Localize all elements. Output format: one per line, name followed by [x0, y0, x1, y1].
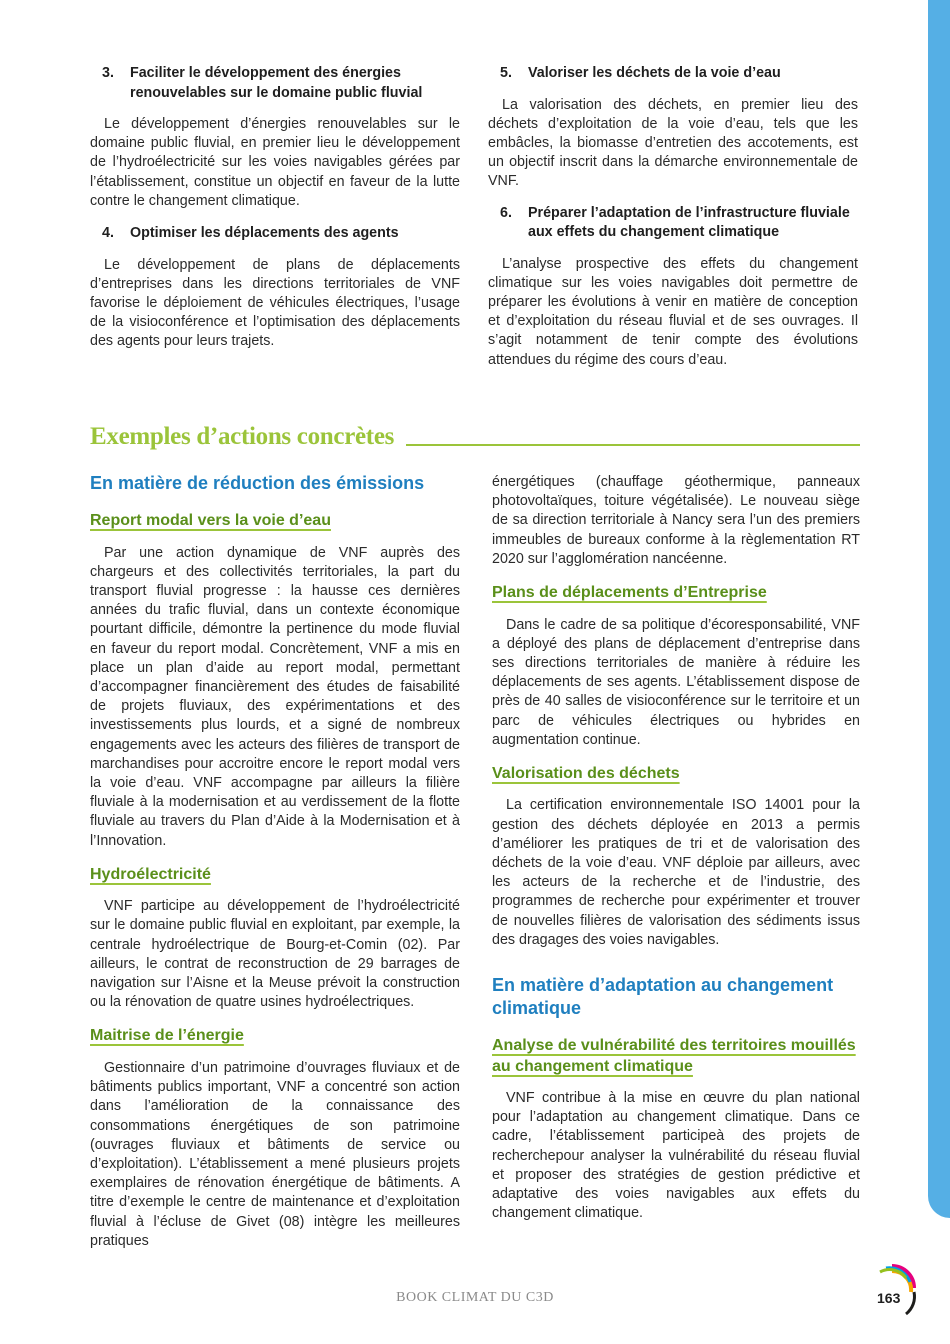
- footer-book-title: BOOK CLIMAT DU C3D: [396, 1290, 554, 1305]
- item-number: 3.: [102, 65, 114, 81]
- bottom-left-column: [90, 472, 460, 1251]
- emissions-heading: En matière de réduction des émissions: [90, 473, 425, 493]
- top-left-column: [90, 64, 460, 352]
- item-4-body: Le développement de plans de déplacements d’entreprises dans les directions territoriales de VNF favorise le déploiement de véhicules électriques, l’usage de la visioconférence et l’optimisation des déplacements des agents pour leurs trajets.: [90, 256, 460, 350]
- top-right-column: [488, 64, 858, 370]
- item-number: 4.: [102, 225, 114, 242]
- item-3-body: Le développement d’énergies renouvelables sur le domaine public fluvial, en premier lieu le développement de l’hydroélectricité sur les voies navigables gérées par l’établissement, constitue un objectif en faveur de la lutte contre le changement climatique.: [90, 116, 460, 209]
- energy-title: Maitrise de l’énergie: [90, 1027, 244, 1045]
- waste-body: La certification environnementale ISO 14001 pour la gestion des déchets déployée en 2013 a permis d’améliorer les pratiques de tri et de valorisation des déchets de la voie d’eau. VNF déploie par ailleurs, avec les acteurs de la recherche et de l’industrie, des programmes de recherche pour expérimenter et trouver de nouvelles filières de valorisation des sédiments issus des dragages des voies navigables.: [492, 797, 860, 948]
- section-title-text: Exemples d’actions concrètes: [90, 423, 395, 450]
- adaptation-heading: En matière d’adaptation au changement climatique: [492, 975, 834, 1019]
- item-title: Faciliter le développement des énergies renouvelables sur le domaine public fluvial: [130, 65, 423, 101]
- hydro-title: Hydroélectricité: [90, 865, 211, 883]
- item-5-title: [488, 64, 858, 84]
- item-3-title: [90, 64, 460, 103]
- page-number: 163: [877, 1290, 901, 1306]
- side-tab: [928, 0, 950, 1218]
- report-modal-body: Par une action dynamique de VNF auprès des chargeurs et des collectivités territoriales, la part du transport fluvial progresse : la hausse ces dernières années du trafic fluvial, dans un contexte économique pourtant difficile, démontre la pertinence du mode fluvial en faveur du report modal. Concrètement, VNF a mis en place un plan d’aide au report modal, permettant d’accompagner financièrement des études de faisabilité de projets fluviaux, des expérimentations et des investissements plus lourds, et a signé de nombreux engagements avec les acteurs des filières de transport de marchandises pour accroitre encore le report modal vers la voie d’eau. VNF accompagne par ailleurs la filière fluviale à la modernisation et au verdissement de la flotte fluviale au travers du Plan d’Aide à la Modernisation et à l’Innovation.: [90, 544, 460, 849]
- item-6-title: [488, 204, 858, 243]
- item-title: Optimiser les déplacements des agents: [130, 225, 399, 242]
- section-rule: [406, 444, 860, 446]
- item-4-title: [90, 224, 460, 244]
- waste-title: Valorisation des déchets: [492, 764, 680, 782]
- energy-body: Gestionnaire d’un patrimoine d’ouvrages fluviaux et de bâtiments publics important, VNF a concentré son action dans l’amélioration de la connaissance des consommations énergétiques de son patrimoine (ouvrages fluviaux et bâtiments de service ou d’exploitation). L’établissement a mené plusieurs projets exemplaires de rénovation énergétique de bâtiments. A titre d’exemple le centre de maintenance et d’exploitation fluvial à l’écluse de Givet (08) intègre les meilleures pratiques: [90, 1059, 460, 1249]
- vulnerability-title: Analyse de vulnérabilité des territoires mouillés au changement climatique: [492, 1037, 856, 1075]
- item-6-body: L’analyse prospective des effets du changement climatique sur les voies navigables doit permettre de préparer les évolutions à venir en matière de conception et d’exploitation du réseau fluvial et de ses ouvrages. Il s’agit notamment de tenir compte des évolutions attendues du régime des cours d’eau.: [488, 255, 858, 368]
- item-title: Préparer l’adaptation de l’infrastructure fluviale aux effets du changement climatique: [528, 204, 850, 241]
- item-5-body: La valorisation des déchets, en premier lieu des déchets d’exploitation de la voie d’eau, tels que les embâcles, la biomasse d’entretien des accotements, est un objectif inscrit dans la démarche environnementale de VNF.: [488, 96, 858, 190]
- hydro-body: VNF participe au développement de l’hydroélectricité sur le domaine public fluvial en exploitant, par exemple, la centrale hydroélectrique de Bourg-et-Comin (02). Par ailleurs, le contrat de reconstruction de 29 barrages de navigation sur l’Aisne et la Meuse prévoit la construction ou la rénovation de quatre usines hydroélectriques.: [90, 898, 460, 1011]
- section-title: [90, 412, 860, 452]
- bottom-right-column: [492, 473, 860, 1223]
- item-number: 5.: [500, 65, 512, 81]
- vulnerability-body: VNF contribue à la mise en œuvre du plan national pour l’adaptation au changement climatique. Dans ce cadre, l’établissement participeà des projets de recherchepour analyser la vulnérabilité du réseau fluvial et proposer des stratégies de gestion prédictive et adaptative des voies navigables aux effets du changement climatique.: [492, 1090, 860, 1222]
- pde-body: Dans le cadre de sa politique d’écoresponsabilité, VNF a déployé des plans de déplacement d’entreprise dans ses directions territoriales de manière à réduire les déplacements de ses agents. L’établissement dispose de près de 40 salles de visioconférence sur le territoire et un parc de véhicules électriques ou hybrides en augmentation continue.: [492, 616, 860, 748]
- item-title: Valoriser les déchets de la voie d’eau: [528, 65, 781, 81]
- item-number: 6.: [500, 204, 512, 221]
- energy-body-continued: énergétiques (chauffage géothermique, panneaux photovoltaïques, toiture végétalisée). Le nouveau siège de sa direction territoriale à Nancy sera l’un des premiers immeubles de bureaux conforme à la règlementation RT 2020 sur l’agglomération nancéenne.: [492, 474, 860, 567]
- report-modal-title: Report modal vers la voie d’eau: [90, 512, 331, 529]
- pde-title: Plans de déplacements d’Entreprise: [492, 584, 767, 602]
